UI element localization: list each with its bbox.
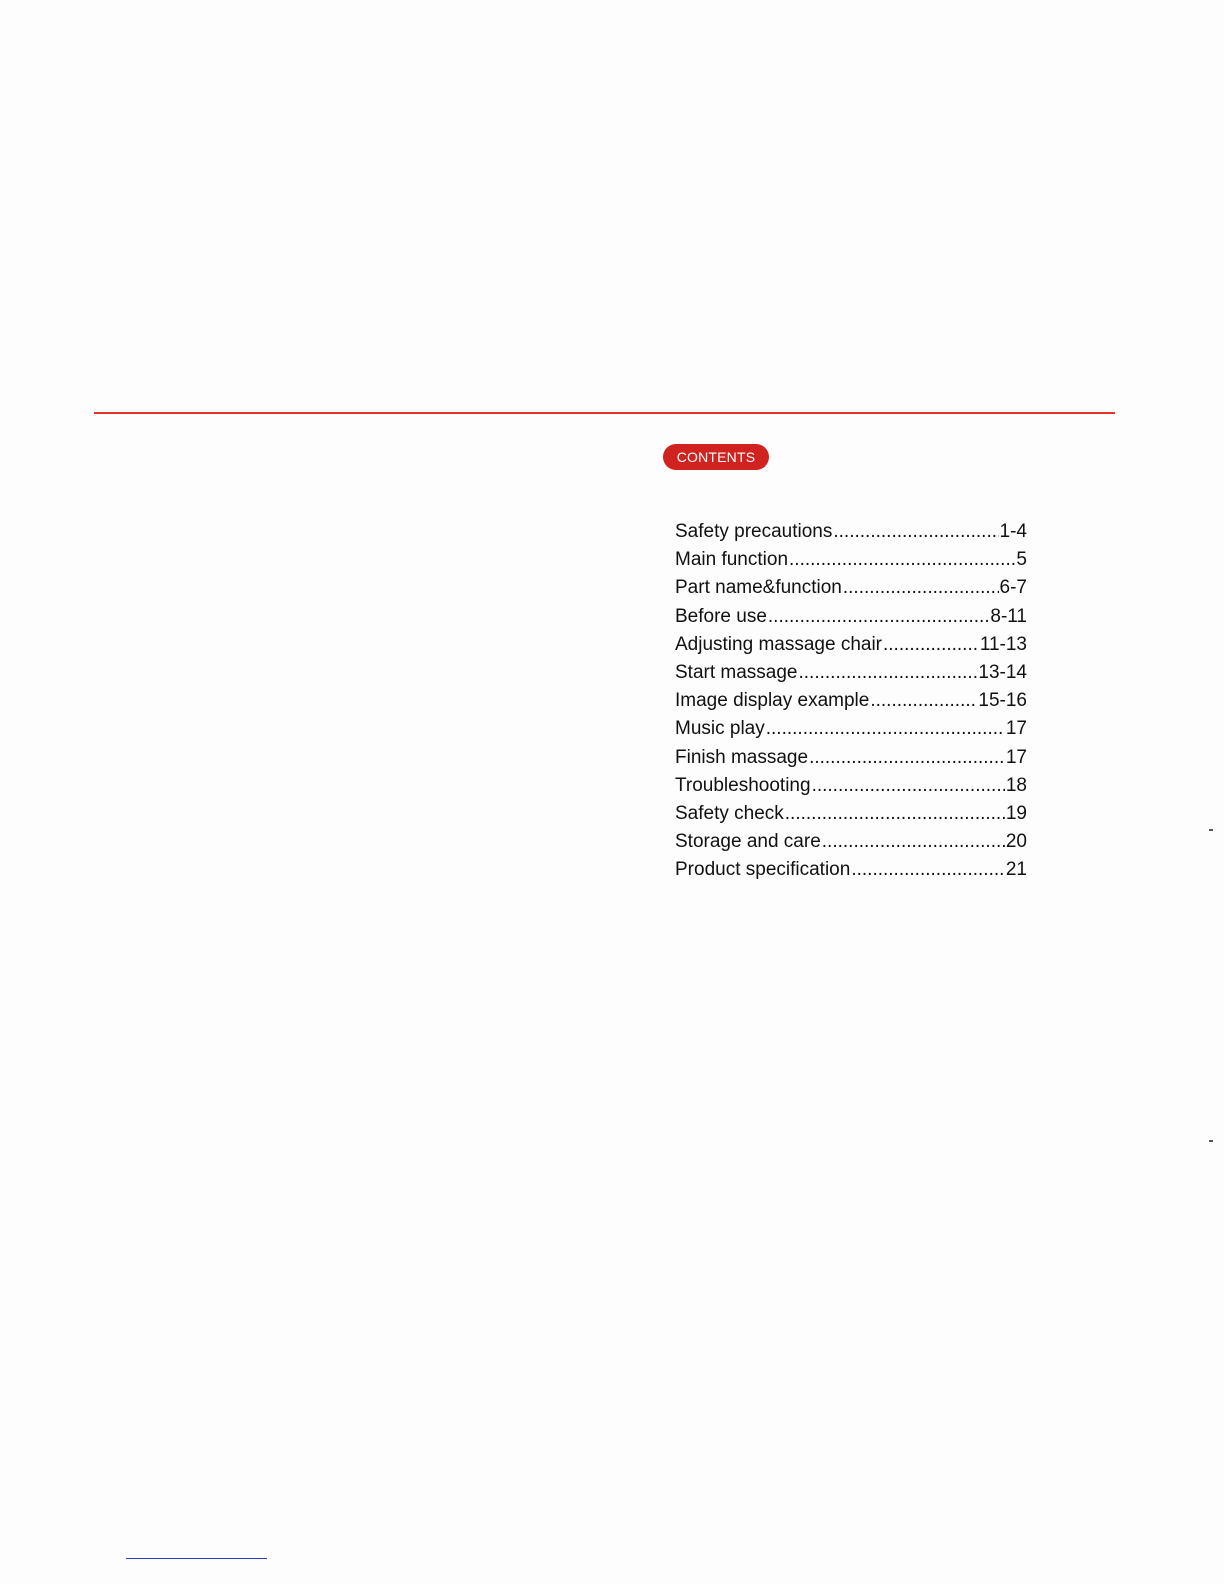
toc-entry [675,659,1027,687]
toc-entry [675,574,1027,602]
toc-entry [675,744,1027,772]
toc-leader-dots [812,772,1005,800]
toc-leader-dots [809,744,1005,772]
toc-entry-label: Image display example [675,690,870,712]
toc-entry [675,631,1027,659]
toc-entry [675,715,1027,743]
toc-entry-label: Adjusting massage chair [675,633,882,655]
toc-leader-dots [883,631,979,659]
toc-entry [675,546,1027,574]
toc-entry-label: Part name&function [675,577,842,599]
toc-leader-dots [822,828,1005,856]
toc-entry [675,856,1027,884]
toc-leader-dots [833,518,998,546]
toc-leader-dots [768,603,989,631]
bottom-link-underline [126,1558,267,1559]
edge-crop-mark [1209,1140,1213,1142]
toc-leader-dots [785,800,1005,828]
toc-leader-dots [843,574,999,602]
toc-entry [675,772,1027,800]
contents-badge: CONTENTS [663,444,769,470]
toc-entry-page: 19 [1005,802,1027,824]
toc-leader-dots [851,856,1005,884]
toc-entry-label: Product specification [675,859,851,881]
toc-leader-dots [766,715,1005,743]
toc-entry-page: 21 [1005,859,1027,881]
edge-crop-mark [1209,829,1213,831]
toc-entry-page: 8-11 [990,605,1027,627]
toc-entry [675,603,1027,631]
toc-entry [675,800,1027,828]
toc-entry-page: 11-13 [979,633,1027,655]
toc-entry-label: Safety precautions [675,521,833,542]
toc-leader-dots [799,659,978,687]
toc-entry [675,518,1027,546]
toc-entry-label: Music play [675,718,765,740]
toc-entry-page: 13-14 [978,661,1027,683]
toc-entry-label: Safety check [675,802,784,824]
header-divider [94,412,1115,414]
toc-entry-label: Storage and care [675,831,821,853]
table-of-contents [675,518,1027,884]
toc-entry-page: 15-16 [978,690,1027,712]
toc-entry-page: 20 [1005,831,1027,853]
toc-entry-label: Troubleshooting [675,774,811,796]
toc-entry-label: Finish massage [675,746,809,768]
toc-entry-page: 18 [1005,774,1027,796]
toc-entry [675,828,1027,856]
toc-entry-page: 5 [1016,549,1027,571]
toc-entry-page: 1-4 [999,521,1027,542]
toc-entry-label: Before use [675,605,767,627]
toc-leader-dots [870,687,977,715]
toc-entry-page: 17 [1005,718,1027,740]
toc-leader-dots [789,546,1015,574]
toc-entry-label: Start massage [675,661,798,683]
toc-entry-label: Main function [675,549,789,571]
toc-entry-page: 6-7 [999,577,1027,599]
toc-entry-page: 17 [1005,746,1027,768]
toc-entry [675,687,1027,715]
